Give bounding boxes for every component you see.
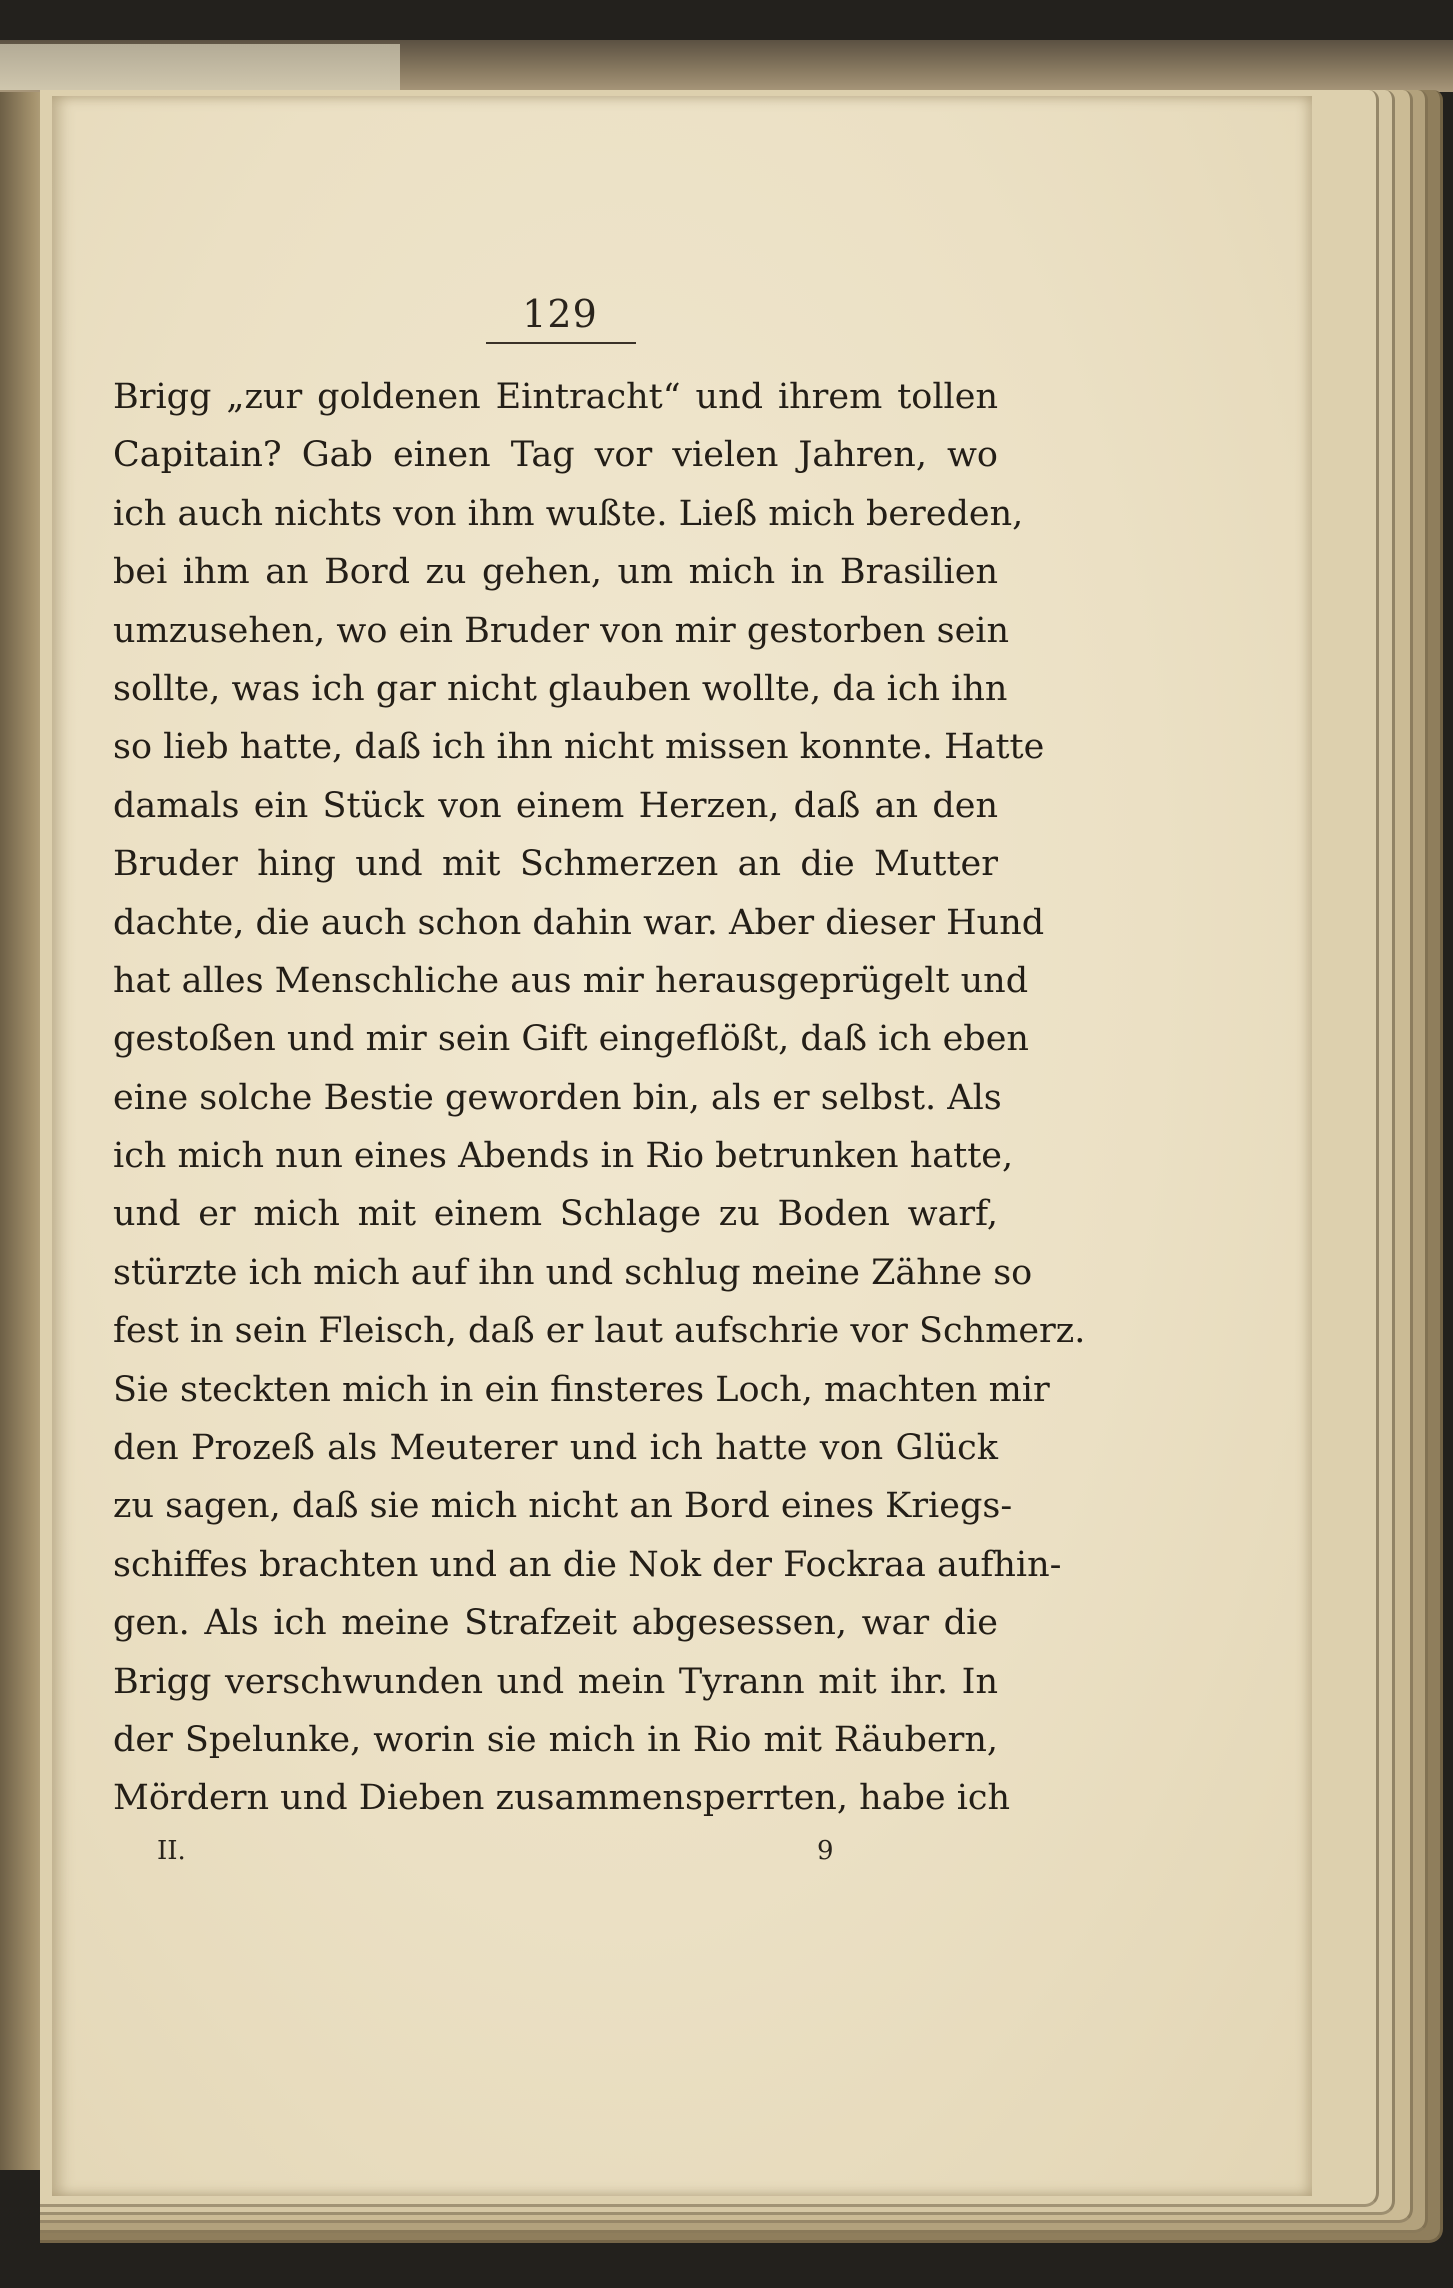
text-line: eine solche Bestie geworden bin, als er selbst. Als (113, 1077, 1002, 1118)
text-line: ich auch nichts von ihm wußte. Ließ mich bereden, (113, 493, 1024, 534)
text-line: stürzte ich mich auf ihn und schlug meine Zähne so (113, 1252, 1033, 1293)
text-line: damals ein Stück von einem Herzen, daß an den (113, 785, 998, 826)
cover-label-tab (0, 44, 400, 90)
text-line: so lieb hatte, daß ich ihn nicht missen konnte. Hatte (113, 727, 1045, 768)
text-line: Capitain? Gab einen Tag vor vielen Jahren, wo (113, 435, 998, 476)
page-number: 129 (522, 292, 598, 336)
text-line: dachte, die auch schon dahin war. Aber dieser Hund (113, 902, 1045, 943)
gathering-number: 9 (817, 1836, 834, 1866)
text-line: bei ihm an Bord zu gehen, um mich in Brasilien (113, 552, 998, 593)
text-line: schiffes brachten und an die Nok der Fockraa aufhin- (113, 1544, 1062, 1585)
text-line: sollte, was ich gar nicht glauben wollte, da ich ihn (113, 668, 1008, 709)
page-number-rule (486, 342, 636, 344)
text-line: ich mich nun eines Abends in Rio betrunken hatte, (113, 1136, 1014, 1177)
text-line: Bruder hing und mit Schmerzen an die Mutter (113, 844, 998, 885)
text-line: der Spelunke, worin sie mich in Rio mit Räubern, (113, 1719, 998, 1760)
text-line: und er mich mit einem Schlage zu Boden warf, (113, 1194, 998, 1235)
text-line: gestoßen und mir sein Gift eingeflößt, daß ich eben (113, 1019, 1029, 1060)
text-line: Brigg „zur goldenen Eintracht“ und ihrem tollen (113, 377, 998, 417)
text-line: fest in sein Fleisch, daß er laut aufschrie vor Schmerz. (113, 1311, 1086, 1352)
text-line: hat alles Menschliche aus mir herausgeprügelt und (113, 960, 1029, 1001)
signature-mark: II. (157, 1836, 186, 1866)
text-line: Brigg verschwunden und mein Tyrann mit ihr. In (113, 1661, 998, 1702)
text-line: zu sagen, daß sie mich nicht an Bord eines Kriegs- (113, 1486, 1013, 1527)
text-line: umzusehen, wo ein Bruder von mir gestorben sein (113, 610, 1010, 651)
text-line: den Prozeß als Meuterer und ich hatte von Glück (113, 1428, 998, 1469)
text-line: gen. Als ich meine Strafzeit abgesessen, war die (113, 1603, 998, 1644)
body-text (113, 368, 1086, 1828)
text-line: Sie steckten mich in ein finsteres Loch, machten mir (113, 1369, 1050, 1410)
text-line: Mördern und Dieben zusammensperrten, habe ich (113, 1778, 1011, 1819)
